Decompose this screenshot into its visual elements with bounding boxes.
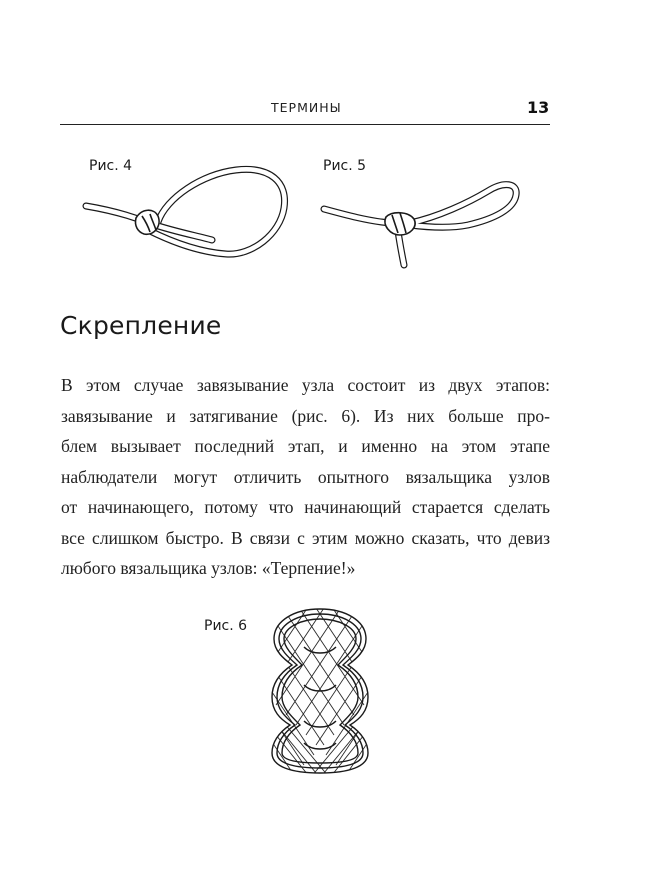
- paragraph-line: все слишком быстро. В связи с этим можно сказать, что девиз: [61, 527, 550, 548]
- body-paragraph: [61, 370, 550, 584]
- page-number: 13: [527, 98, 550, 117]
- figure-4-label: Рис. 4: [89, 158, 133, 174]
- running-header: ТЕРМИНЫ: [271, 100, 342, 115]
- woven-mat-knot-icon: [264, 605, 376, 777]
- section-title: Скрепление: [60, 311, 222, 340]
- header-divider: [60, 124, 550, 125]
- figure-6-label: Рис. 6: [204, 618, 248, 634]
- figure-5-label: Рис. 5: [323, 158, 367, 174]
- paragraph-line: наблюдатели могут отличить опытного вязальщика узлов: [61, 466, 550, 487]
- loop-knot-loose-icon: [80, 160, 300, 270]
- loop-knot-tight-icon: [318, 175, 528, 271]
- paragraph-line: В этом случае завязывание узла состоит из двух этапов:: [61, 375, 550, 395]
- paragraph-line: завязывание и затягивание (рис. 6). Из них больше про-: [61, 405, 550, 426]
- paragraph-line: от начинающего, потому что начинающий старается сделать: [61, 497, 550, 517]
- paragraph-line: любого вязальщика узлов: «Терпение!»: [61, 558, 356, 578]
- paragraph-line: блем вызывает последний этап, и именно на этом этапе: [61, 436, 550, 456]
